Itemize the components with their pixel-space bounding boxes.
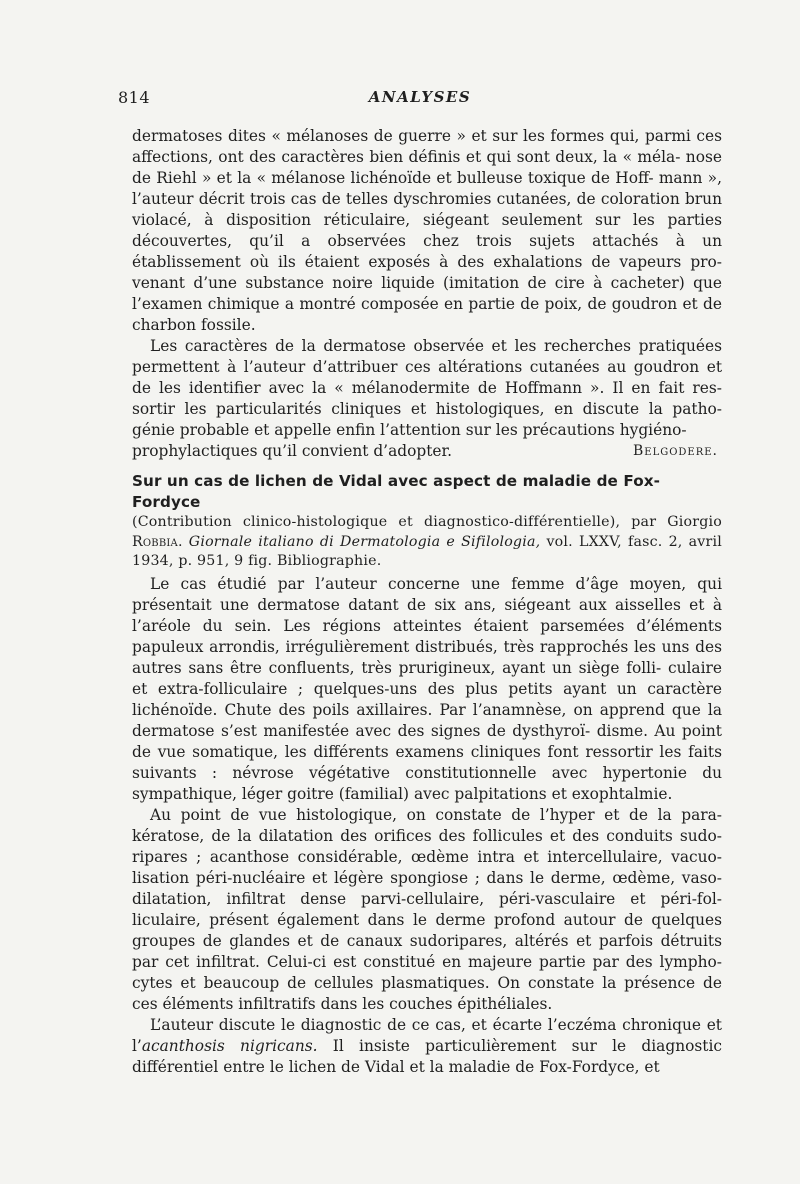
signature-line [132, 441, 722, 462]
running-title: ANALYSES [368, 88, 472, 106]
previous-review-paragraph [132, 336, 722, 441]
previous-review-closing-text: prophylactiques qu’il convient d’adopter. [132, 442, 453, 460]
paragraph-lead: L’auteur discute le diagnostic de ce cas, et écarte l’eczéma chronique et l’ [132, 1015, 722, 1055]
article-paragraph: Le cas étudié par l’auteur concerne une femme d’âge moyen, qui présentait une dermatose datant de six ans, siégeant aux aisselles et à l’aréole du sein. Les régions atteintes étaient parsemées d’éléments papuleux arrondis, irrégulièrement distribués, très rapprochés les uns des autres sans être confluents, très prurigineux, ayant un siège folli- culaire et extra-folliculaire ; quelques-uns des plus petits ayant un caractère lichénoïde. Chute des poils axillaires. Par l’anamnèse, on apprend que la dermatose s’est manifestée avec des signes de dysthyroï- disme. Au point de vue somatique, les différents examens cliniques font ressortir les faits suivants : névrose végétative constitutionnelle avec hypertonie du sympathique, léger goitre (familial) avec palpitations et exophtalmie. [132, 574, 722, 803]
article-title: Sur un cas de lichen de Vidal avec aspect de maladie de Fox-Fordyce [132, 472, 661, 511]
article-paragraph [132, 1015, 722, 1078]
citation-lead: (Contribution clinico-histologique et diagnostico-différentielle), par Giorgio [132, 514, 722, 530]
page-header [118, 88, 722, 112]
previous-review-paragraph: dermatoses dites « mélanoses de guerre » et sur les formes qui, parmi ces affections, ont des caractères bien définis et qui sont deux, la « méla- nose de Riehl » et la « mélanose lichénoïde et bulleuse toxique de Hoff- mann », l’auteur décrit trois cas de telles dyschromies cutanées, de coloration brun violacé, à disposition réticulaire, siégeant seulement sur les parties découvertes, qu’il a observées chez trois sujets attachés à un établissement où ils étaient exposés à des exhalations de vapeurs pro- venant d’une substance noire liquide (imitation de cire à cacheter) que l’examen chimique a montré composée en partie de poix, de goudron et de charbon fossile. [132, 127, 722, 334]
journal-name: Giornale italiano di Dermatologia e Sifilologia, [188, 533, 541, 550]
reviewer-signature: Belgodere. [632, 443, 718, 459]
article-paragraph: Au point de vue histologique, on constate de l’hyper et de la para- kératose, de la dilatation des orifices des follicules et des conduits sudo- ripares ; acanthose considérable, œdème intra et intercellulaire, vacuo- lisation péri-nucléaire et légère spongiose ; dans le derme, œdème, vaso-dilatation, infiltrat dense parvi-cellulaire, péri-vasculaire et péri-fol- liculaire, présent également dans le derme profond autour de quelques groupes de glandes et de canaux sudoripares, altérés et parfois détruits par cet infiltrat. Celui-ci est constitué en majeure partie par des lympho- cytes et beaucoup de cellules plasmatiques. On constate la présence de ces éléments infiltratifs dans les couches épithéliales. [132, 805, 722, 1013]
page-body [132, 126, 722, 1078]
previous-review-text: Les caractères de la dermatose observée et les recherches pratiquées permettent à l’auteur d’attribuer ces altérations cutanées au goudron et de les identifier avec la « mélanodermite de Hoffmann ». Il en fait res- sortir les particularités cliniques et histologiques, en discute la patho- génie probable et appelle enfin l’attention sur les précautions hygiéno- [132, 337, 722, 439]
italic-term: acanthosis nigricans. [141, 1036, 318, 1055]
article-citation [132, 513, 722, 572]
page-number: 814 [118, 88, 151, 107]
paragraph-tail: Il insiste particulièrement sur le diagnostic différentiel entre le lichen de Vidal et la maladie de Fox-Fordyce, et [132, 1036, 723, 1076]
citation-tail: vol. LXXV, fasc. 2, avril 1934, p. 951, 9 fig. Bibliographie. [132, 533, 722, 569]
author-surname: Robbia. [132, 533, 183, 550]
